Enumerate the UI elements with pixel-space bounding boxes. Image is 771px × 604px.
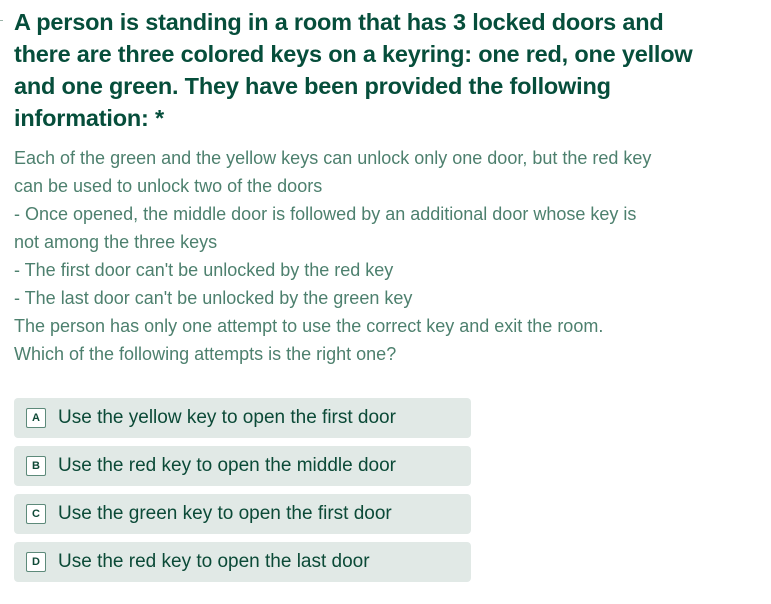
option-label: Use the green key to open the first door: [58, 503, 392, 524]
option-b[interactable]: [14, 446, 471, 486]
option-key-badge: D: [26, 552, 46, 572]
description-line: can be used to unlock two of the doors: [14, 176, 323, 196]
description-line: The person has only one attempt to use the correct key and exit the room.: [14, 316, 604, 336]
option-label: Use the yellow key to open the first door: [58, 407, 396, 428]
answer-options: [14, 398, 471, 590]
option-label: Use the red key to open the middle door: [58, 455, 396, 476]
option-key-badge: C: [26, 504, 46, 524]
option-label: Use the red key to open the last door: [58, 551, 370, 572]
option-key-badge: A: [26, 408, 46, 428]
option-c[interactable]: [14, 494, 471, 534]
question-title-line: and one green. They have been provided the following: [14, 73, 611, 99]
option-d[interactable]: [14, 542, 471, 582]
required-asterisk: *: [155, 105, 164, 131]
description-line: - Once opened, the middle door is followed by an additional door whose key is: [14, 204, 637, 224]
description-line: - The last door can't be unlocked by the green key: [14, 288, 413, 308]
question-description: [14, 144, 754, 368]
question-title-line: there are three colored keys on a keyring: one red, one yellow: [14, 41, 693, 67]
question-title-line: information:: [14, 105, 155, 131]
description-line: not among the three keys: [14, 232, 218, 252]
side-divider-tick: [0, 20, 3, 21]
question-block: [14, 6, 754, 368]
option-a[interactable]: [14, 398, 471, 438]
question-title-line: A person is standing in a room that has 3 locked doors and: [14, 9, 664, 35]
description-line: Each of the green and the yellow keys can unlock only one door, but the red key: [14, 148, 652, 168]
option-key-badge: B: [26, 456, 46, 476]
question-title: [14, 6, 754, 134]
description-line: - The first door can't be unlocked by the red key: [14, 260, 394, 280]
description-line: Which of the following attempts is the right one?: [14, 344, 397, 364]
